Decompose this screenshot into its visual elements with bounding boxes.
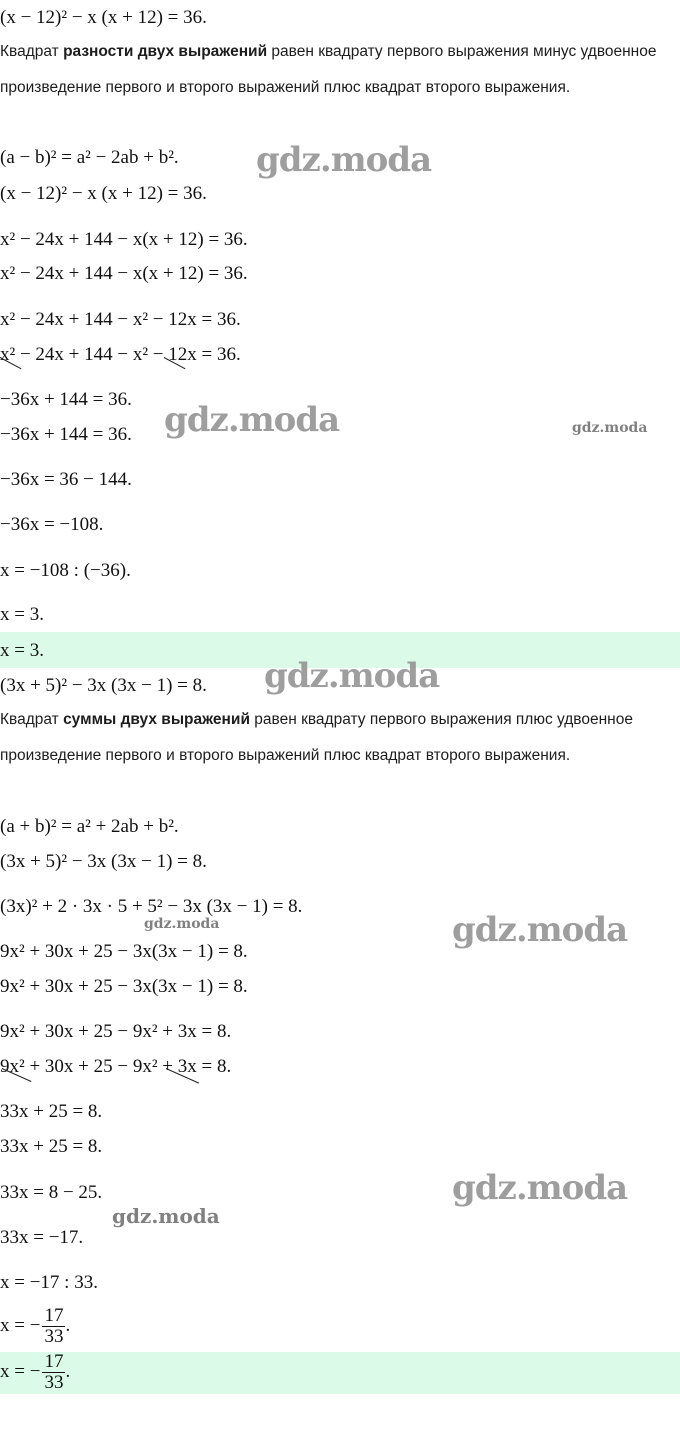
step-2-6: 9x² + 30x + 25 − 9x² + 3x = 8. [0, 1056, 232, 1077]
watermark: gdz.moda [256, 140, 432, 180]
step-2-4: 9x² + 30x + 25 − 3x(3x − 1) = 8. [0, 976, 248, 997]
step-1-1: (x − 12)² − x (x + 12) = 36. [0, 183, 207, 204]
watermark: gdz.moda [452, 1168, 628, 1208]
step-1-2: x² − 24x + 144 − x(x + 12) = 36. [0, 229, 248, 250]
step-1-3: x² − 24x + 144 − x(x + 12) = 36. [0, 263, 248, 284]
rule-text-1-bold: разности двух выражений [63, 43, 268, 60]
rule-text-1-before: Квадрат [0, 43, 64, 60]
problem-2: (3x + 5)² − 3x (3x − 1) = 8. [0, 675, 207, 696]
step-1-11: x = 3. [0, 604, 44, 625]
watermark: gdz.moda [452, 910, 628, 950]
step-2-2: (3x)² + 2 · 3x · 5 + 5² − 3x (3x − 1) = 8. [0, 896, 303, 917]
rule-text-2-before: Квадрат [0, 711, 64, 728]
fraction-numerator: 17 [44, 1305, 64, 1326]
watermark: gdz.moda [164, 400, 340, 440]
step-1-10: x = −108 : (−36). [0, 560, 131, 581]
problem-1: (x − 12)² − x (x + 12) = 36. [0, 7, 207, 28]
fraction-denominator: 33 [44, 1372, 64, 1393]
fraction-numerator: 17 [44, 1351, 64, 1372]
formula-1: (a − b)² = a² − 2ab + b². [0, 147, 179, 168]
step-2-5: 9x² + 30x + 25 − 9x² + 3x = 8. [0, 1021, 232, 1042]
rule-text-1 [0, 34, 676, 106]
watermark: gdz.moda [112, 1204, 220, 1228]
step-2-7: 33x + 25 = 8. [0, 1101, 103, 1122]
watermark: gdz.moda [144, 916, 220, 932]
answer-highlight-2 [0, 1352, 680, 1394]
fraction-denominator: 33 [44, 1326, 64, 1347]
step-1-7: −36x + 144 = 36. [0, 424, 132, 445]
watermark: gdz.moda [572, 420, 648, 436]
fraction [42, 1352, 65, 1393]
step-1-5: x² − 24x + 144 − x² − 12x = 36. [0, 344, 241, 365]
watermark: gdz.moda [264, 656, 440, 696]
frac-step-prefix: x = − [0, 1314, 41, 1336]
step-2-3: 9x² + 30x + 25 − 3x(3x − 1) = 8. [0, 941, 248, 962]
step-1-4: x² − 24x + 144 − x² − 12x = 36. [0, 309, 241, 330]
answer-suffix: . [65, 1360, 71, 1382]
step-1-8: −36x = 36 − 144. [0, 469, 132, 490]
answer-prefix: x = − [0, 1360, 41, 1382]
rule-text-2 [0, 702, 676, 774]
step-2-12 [0, 1306, 70, 1347]
step-2-1: (3x + 5)² − 3x (3x − 1) = 8. [0, 851, 207, 872]
step-2-9: 33x = 8 − 25. [0, 1182, 103, 1203]
formula-2: (a + b)² = a² + 2ab + b². [0, 816, 179, 837]
rule-text-2-after: равен квадрату первого выражения плюс удвоенное произведение первого и второго выражений плюс квадрат второго выражения. [0, 711, 633, 764]
answer-1: x = 3. [0, 640, 44, 661]
step-2-10: 33x = −17. [0, 1227, 84, 1248]
rule-text-1-after: равен квадрату первого выражения минус удвоенное произведение первого и второго выражений плюс квадрат второго выражения. [0, 43, 657, 96]
frac-step-suffix: . [65, 1314, 71, 1336]
rule-text-2-bold: суммы двух выражений [63, 711, 250, 728]
step-1-6: −36x + 144 = 36. [0, 389, 132, 410]
fraction [42, 1306, 65, 1347]
step-2-11: x = −17 : 33. [0, 1272, 98, 1293]
answer-2 [0, 1352, 70, 1393]
step-2-8: 33x + 25 = 8. [0, 1136, 103, 1157]
step-1-9: −36x = −108. [0, 514, 104, 535]
